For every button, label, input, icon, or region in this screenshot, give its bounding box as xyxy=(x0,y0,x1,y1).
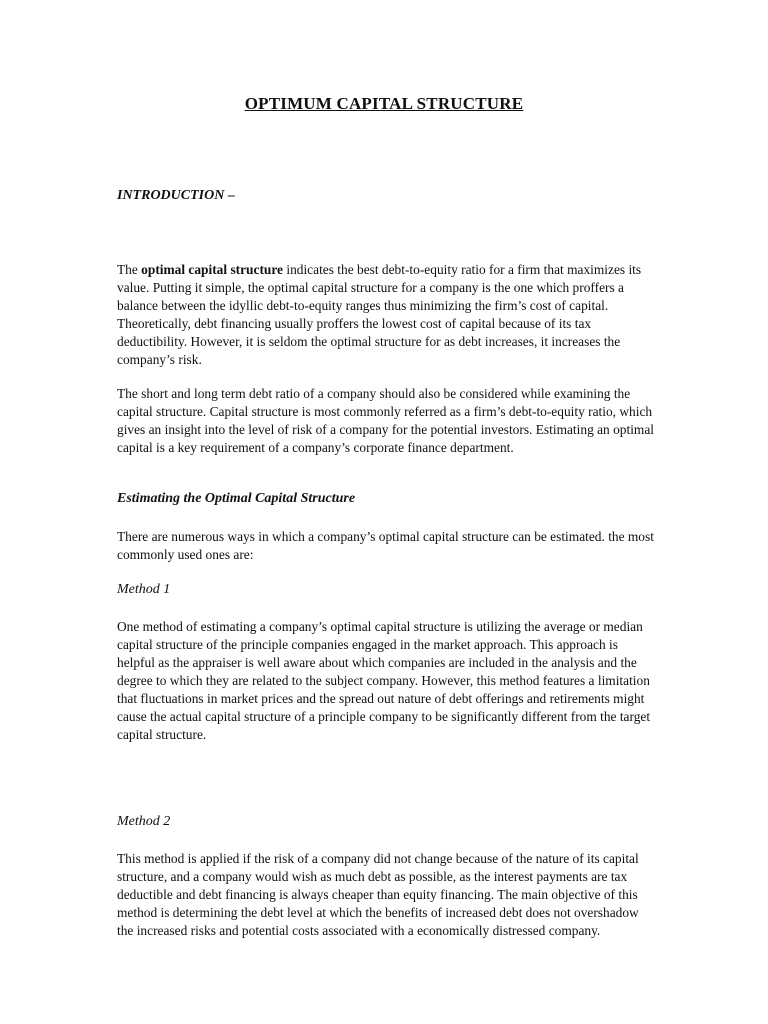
intro-paragraph-text: indicates the best debt-to-equity ratio for a firm that maximizes its value. Putting it simple, the optimal capital structure for a company is the one which proffers a balance between the idyllic debt-to-equity ranges thus minimizing the firm’s cost of capital. Theoretically, debt financing usually proffers the lowest cost of capital because of its tax deductibility. However, it is seldom the optimal structure for as debt increases, it increases the company’s risk. xyxy=(117,262,642,367)
method-1-paragraph: One method of estimating a company’s optimal capital structure is utilizing the average or median capital structure of the principle companies engaged in the market approach. This approach is helpful as the appraiser is well aware about which companies are included in the analysis and the degree to which they are related to the subject company. However, this method features a limitation that fluctuations in market prices and the spread out nature of debt offerings and retirements might cause the actual capital structure of a principle company to be significantly different from the target capital structure. xyxy=(117,619,651,742)
introduction-heading: INTRODUCTION – xyxy=(117,188,235,203)
intro-paragraph xyxy=(117,261,657,369)
method-1-heading: Method 1 xyxy=(117,582,171,597)
document-title: OPTIMUM CAPITAL STRUCTURE xyxy=(244,94,524,113)
intro-paragraph-prefix: The xyxy=(117,262,142,277)
optimal-capital-structure-term: optimal capital structure xyxy=(141,262,283,277)
debt-ratio-paragraph: The short and long term debt ratio of a company should also be considered while examining the capital structure. Capital structure is most commonly referred as a firm’s debt-to-equity ratio, which gives an insight into the level of risk of a company for the potential investors. Estimating an optimal capital is a key requirement of a company’s corporate finance department. xyxy=(117,386,655,455)
estimating-heading: Estimating the Optimal Capital Structure xyxy=(117,491,356,506)
method-2-heading: Method 2 xyxy=(117,814,171,829)
method-2-paragraph: This method is applied if the risk of a company did not change because of the nature of its capital structure, and a company would wish as much debt as possible, as the interest payments are tax deductible and debt financing is always cheaper than equity financing. The main objective of this method is determining the debt level at which the benefits of increased debt does not overshadow the increased risks and potential costs associated with a economically distressed company. xyxy=(117,851,639,938)
numerous-ways-paragraph: There are numerous ways in which a company’s optimal capital structure can be estimated. the most commonly used ones are: xyxy=(117,529,654,562)
